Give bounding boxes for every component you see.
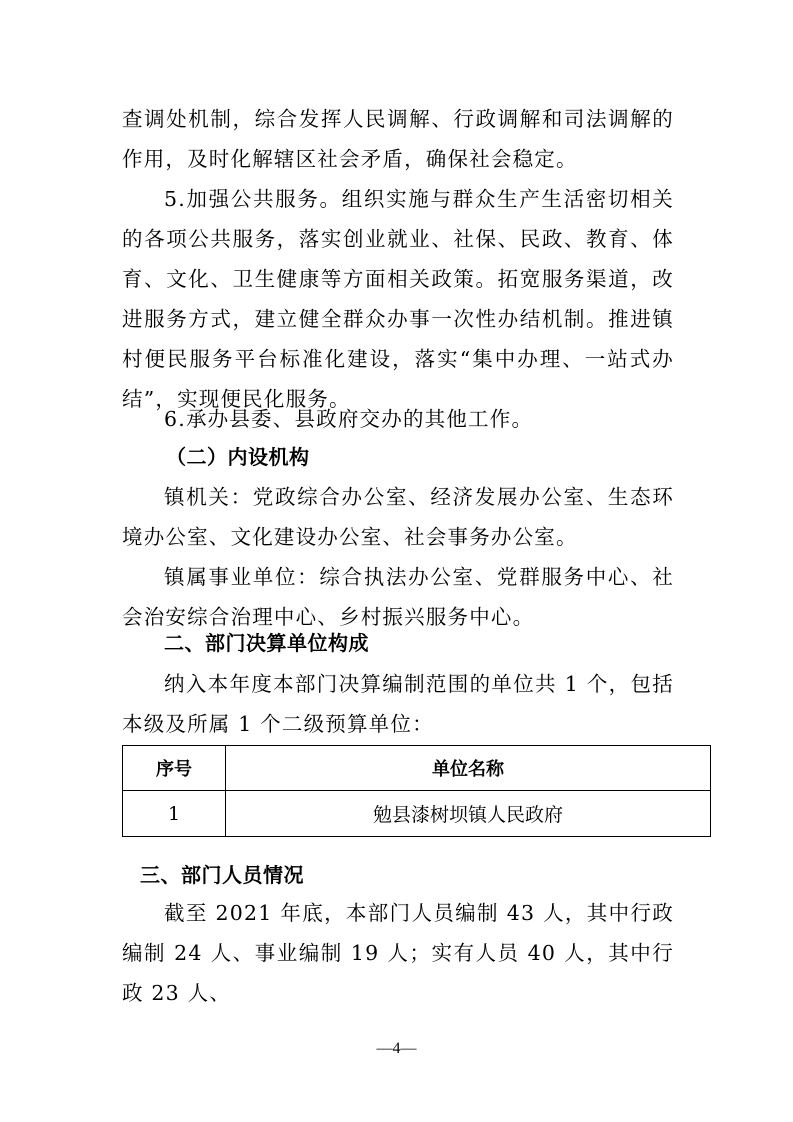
unit-table [122,745,711,837]
unit-table-cell-name: 勉县漆树坝镇人民政府 [226,791,711,837]
paragraph-unit-count: 纳入本年度本部门决算编制范围的单位共 1 个，包括本级及所属 1 个二级预算单位： [122,672,674,736]
heading-internal-bodies: （二）内设机构 [166,445,310,469]
heading-unit-composition: 二、部门决算单位构成 [164,631,369,655]
paragraph-affiliated-units: 镇属事业单位：综合执法办公室、党群服务中心、社会治安综合治理中心、乡村振兴服务中心。 [122,565,674,629]
paragraph-public-service: 5.加强公共服务。组织实施与群众生产生活密切相关的各项公共服务，落实创业就业、社保、民政、教育、体育、文化、卫生健康等方面相关政策。拓宽服务渠道，改进服务方式，建立健全群众办事一次性办结机制。推进镇村便民服务平台标准化建设，落实“集中办理、一站式办结”，实现便民化服务。 [122,187,674,411]
paragraph-other-work: 6.承办县委、县政府交办的其他工作。 [164,407,534,431]
paragraph-town-offices: 镇机关：党政综合办公室、经济发展办公室、生态环境办公室、文化建设办公室、社会事务办公室。 [122,485,674,549]
page-number: —4— [376,1040,417,1057]
unit-table-header-row [123,746,711,791]
unit-table-header-index: 序号 [123,746,226,791]
paragraph-staffing: 截至 2021 年底，本部门人员编制 43 人，其中行政编制 24 人、事业编制 19 人；实有人员 40 人，其中行政 23 人、 [122,901,674,1005]
unit-table-cell-index: 1 [123,791,226,837]
heading-staffing: 三、部门人员情况 [140,863,304,887]
table-row [123,791,711,837]
paragraph-mediation: 查调处机制，综合发挥人民调解、行政调解和司法调解的作用，及时化解辖区社会矛盾，确保社会稳定。 [122,107,674,171]
unit-table-header-name: 单位名称 [226,746,711,791]
